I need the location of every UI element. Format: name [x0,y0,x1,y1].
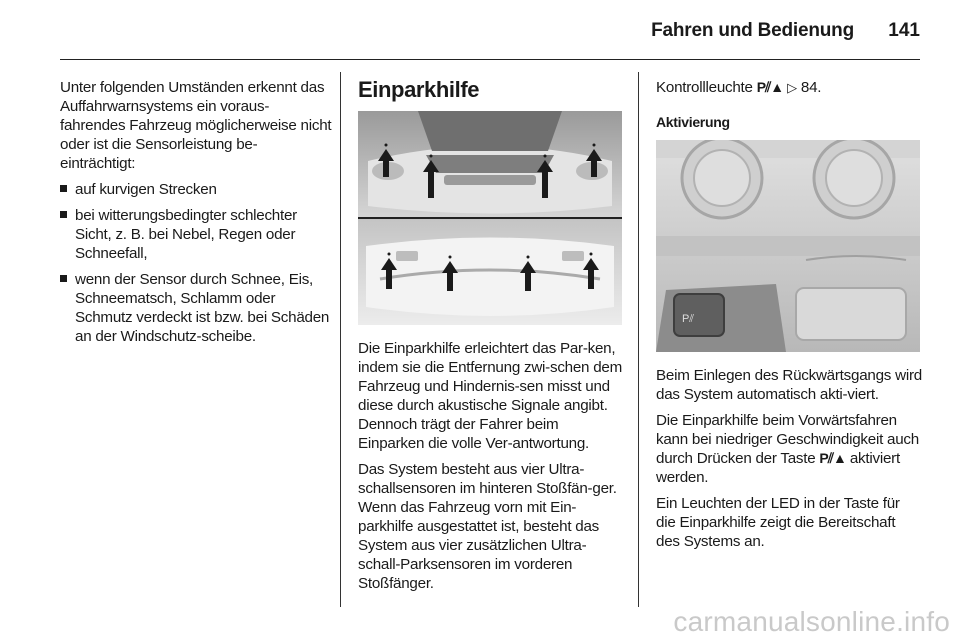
list-item: wenn der Sensor durch Schnee, Eis, Schneematsch, Schlamm oder Schmutz verdeckt ist bzw. bei Schäden an der Windschutz-scheibe. [60,270,332,346]
column-divider-left [340,72,341,607]
conditions-list [60,180,332,346]
paragraph: Die Einparkhilfe erleichtert das Par-ken, indem sie die Entfernung zwi-schen dem Fahrzeug und Hindernis-sen misst und diese durch akustische Signale angibt. Dennoch trägt der Fahrer beim Einparken die volle Ver-antwortung. [358,340,623,452]
left-column [60,78,332,353]
list-item: bei witterungsbedingter schlechter Sicht, z. B. bei Nebel, Regen oder Schneefall, [60,206,332,263]
column-divider-right [638,72,639,607]
running-header-title: Fahren und Bedienung [651,20,854,41]
right-column [656,78,922,558]
paragraph: Beim Einlegen des Rückwärtsgangs wird das System automatisch akti-viert. [656,367,922,403]
page-reference-icon: ▷ [787,80,797,95]
subheading: Aktivierung [656,114,730,130]
list-item: auf kurvigen Strecken [60,180,332,199]
paragraph-text: Die Einparkhilfe beim Vorwärtsfahren kann bei niedriger Geschwindigkeit auch durch Drücken der Taste [656,412,919,467]
paragraph-text: aktiviert werden. [656,450,900,486]
section-heading: Einparkhilfe [358,77,480,102]
page-number: 141 [888,20,920,41]
watermark: carmanualsonline.info [673,606,950,637]
indicator-line [656,78,922,97]
parking-assist-symbol-icon: P⫽▲ [756,79,784,95]
indicator-label: Kontrollleuchte [656,79,753,96]
middle-column [358,76,624,600]
bumper-sensor-illustration [358,111,622,325]
page-reference: 84. [800,79,822,96]
center-console-illustration [656,140,920,352]
header-rule [60,59,920,60]
paragraph: Das System besteht aus vier Ultra-schallsensoren im hinteren Stoßfän-ger. Wenn das Fahrzeug vorn mit Ein-parkhilfe ausgestattet ist, besteht das System aus vier zusätzlichen Ultra-schall-Parksensoren im vorderen Stoßfänger. [358,461,617,592]
svg-text:P⫽: P⫽ [682,313,694,325]
paragraph [656,411,922,487]
intro-paragraph: Unter folgenden Umständen erkennt das Auffahrwarnsystems ein voraus-fahrendes Fahrzeug möglicherweise nicht oder ist die Sensorleistung be-einträchtigt: [60,79,332,172]
parking-assist-button-symbol-icon: P⫽▲ [819,450,846,466]
paragraph: Ein Leuchten der LED in der Taste für die Einparkhilfe zeigt die Bereitschaft des Systems an. [656,495,900,550]
